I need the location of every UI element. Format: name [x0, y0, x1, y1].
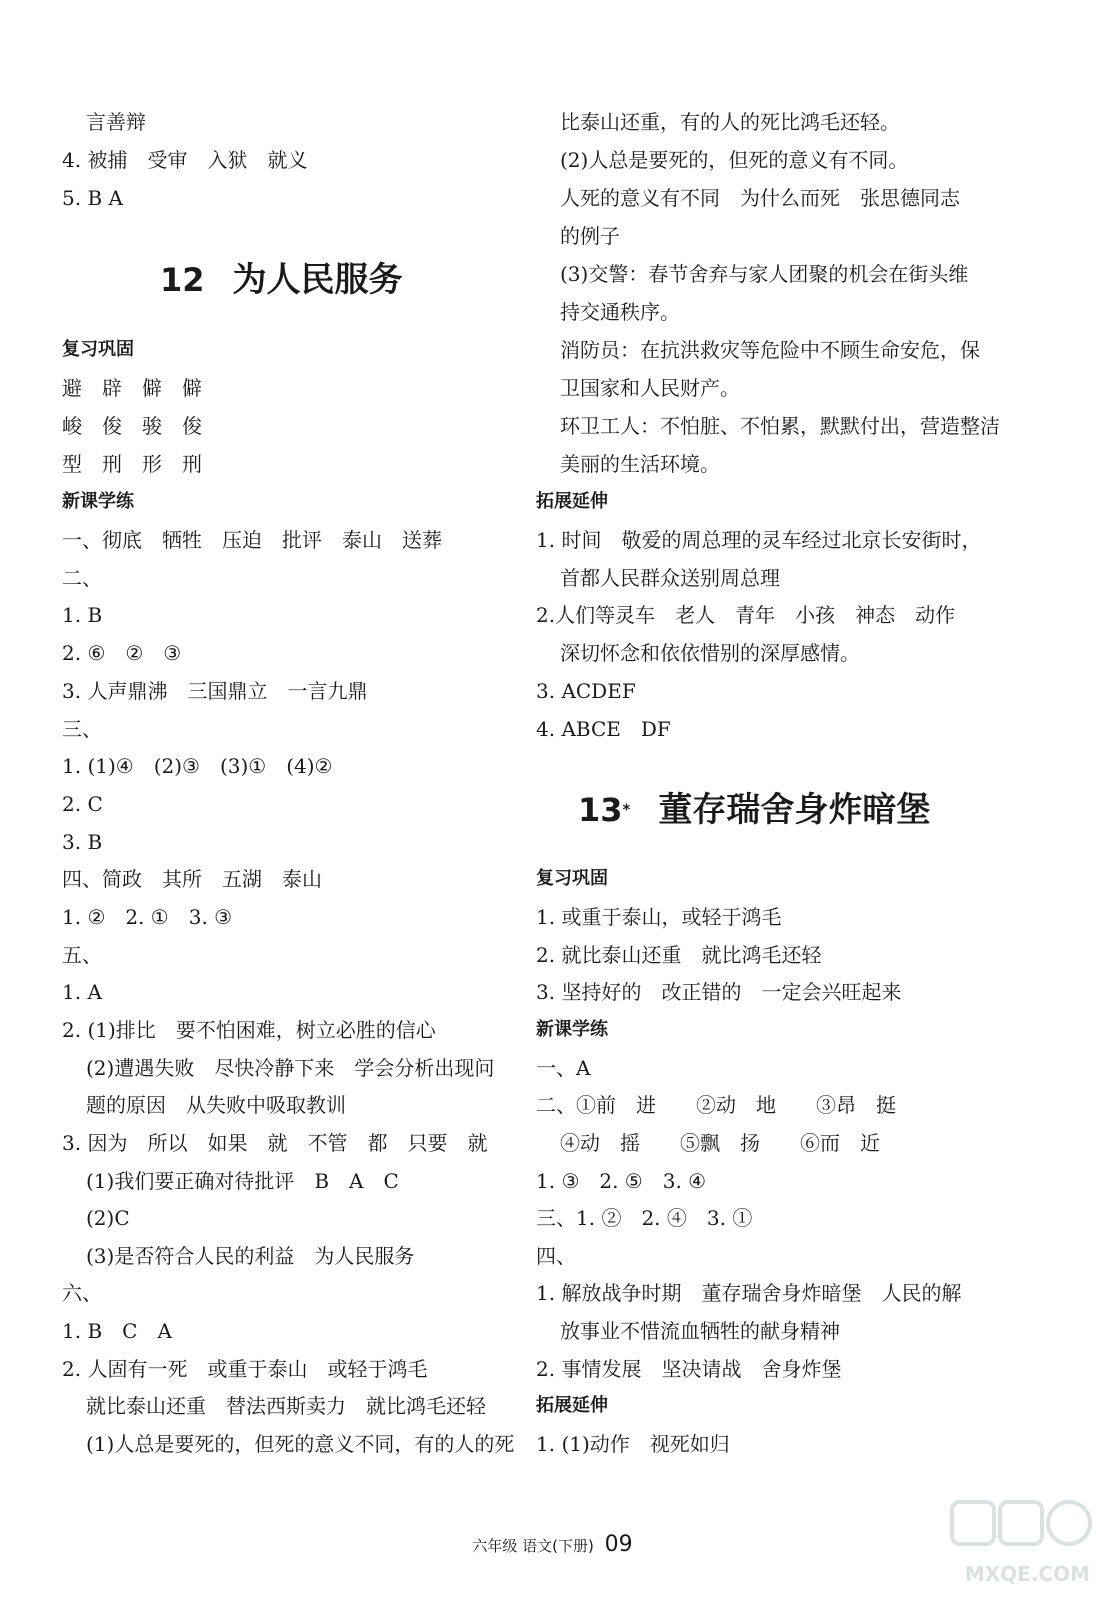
- answer-line: 放事业不惜流血牺牲的献身精神: [560, 1319, 840, 1343]
- answer-line: 2. C: [62, 792, 103, 816]
- answer-line: 1. (1)动作 视死如归: [536, 1432, 730, 1456]
- answer-line: 1. ② 2. ① 3. ③: [62, 905, 233, 929]
- answer-line: 1. ③ 2. ⑤ 3. ④: [536, 1169, 707, 1193]
- answer-line: 避 辟 僻 僻: [62, 376, 202, 400]
- answer-line: 一、彻底 牺牲 压迫 批评 泰山 送葬: [62, 528, 442, 552]
- section-heading: 新课学练: [62, 491, 134, 512]
- answer-line: 就比泰山还重 替法西斯卖力 就比鸿毛还轻: [86, 1394, 486, 1418]
- answer-line: 言善辩: [86, 110, 146, 134]
- answer-line: 2. ⑥ ② ③: [62, 641, 182, 665]
- answer-line: (2)C: [86, 1206, 130, 1230]
- answer-line: (1)我们要正确对待批评 B A C: [86, 1169, 399, 1193]
- answer-line: 3. B: [62, 830, 103, 854]
- answer-line: 3. ACDEF: [536, 679, 636, 703]
- section-heading: 复习巩固: [536, 868, 608, 889]
- answer-line: 1. 时间 敬爱的周总理的灵车经过北京长安街时，: [536, 528, 982, 552]
- answer-line: 三、1. ② 2. ④ 3. ①: [536, 1206, 753, 1230]
- answer-line: 2. (1)排比 要不怕困难，树立必胜的信心: [62, 1018, 436, 1042]
- lesson-title: 董存瑞舍身炸暗堡: [658, 790, 931, 830]
- lesson-12-heading: [160, 252, 403, 301]
- answer-line: 一、A: [536, 1056, 591, 1080]
- answer-line: 3. 坚持好的 改正错的 一定会兴旺起来: [536, 980, 902, 1004]
- answer-line: 四、: [536, 1244, 576, 1268]
- section-heading: 拓展延伸: [536, 1395, 608, 1416]
- answer-line: (1)人总是要死的，但死的意义不同，有的人的死: [86, 1432, 515, 1456]
- answer-line: (3)交警：春节舍弃与家人团聚的机会在街头维: [560, 262, 969, 286]
- answer-line: ④动 摇 ⑤飘 扬 ⑥而 近: [560, 1131, 880, 1155]
- answer-line: 1. 解放战争时期 董存瑞舍身炸暗堡 人民的解: [536, 1281, 962, 1305]
- footer-grade: 六年级: [472, 1537, 518, 1555]
- answer-line: 1. A: [62, 980, 102, 1004]
- section-heading: 复习巩固: [62, 339, 134, 360]
- answer-line: 3. 因为 所以 如果 就 不管 都 只要 就: [62, 1131, 488, 1155]
- section-heading: 新课学练: [536, 1019, 608, 1040]
- answer-line: 1. B: [62, 603, 103, 627]
- footer-subject: 语文(下册): [522, 1537, 594, 1555]
- answer-line: 二、: [62, 566, 102, 590]
- answer-line: 1. B C A: [62, 1319, 172, 1343]
- answer-line: 4. 被捕 受审 入狱 就义: [62, 148, 308, 172]
- lesson-number: 12: [160, 261, 205, 299]
- answer-line: 环卫工人：不怕脏、不怕累，默默付出，营造整洁: [560, 414, 1000, 438]
- answer-line: 3. 人声鼎沸 三国鼎立 一言九鼎: [62, 679, 368, 703]
- answer-line: 5. B A: [62, 186, 123, 210]
- answer-line: 六、: [62, 1281, 102, 1305]
- answer-line: 峻 俊 骏 俊: [62, 414, 202, 438]
- watermark-text: MXQE.COM: [964, 1562, 1090, 1586]
- answer-line: 题的原因 从失败中吸取教训: [86, 1093, 346, 1117]
- answer-line: 比泰山还重，有的人的死比鸿毛还轻。: [560, 110, 900, 134]
- answer-line: 型 刑 形 刑: [62, 452, 202, 476]
- answer-line: 二、①前 进 ②动 地 ③昂 挺: [536, 1093, 896, 1117]
- lesson-title: 为人民服务: [232, 260, 403, 300]
- answer-line: 三、: [62, 717, 102, 741]
- answer-line: 4. ABCE DF: [536, 717, 671, 741]
- page-number: 09: [604, 1532, 633, 1557]
- answer-line: 1. 或重于泰山，或轻于鸿毛: [536, 905, 782, 929]
- optional-lesson-mark: *: [622, 800, 631, 819]
- page-footer: [0, 1532, 1105, 1557]
- answer-line: 首都人民群众送别周总理: [560, 566, 780, 590]
- answer-line: 1. (1)④ (2)③ (3)① (4)②: [62, 754, 333, 778]
- answer-line: 消防员：在抗洪救灾等危险中不顾生命安危，保: [560, 338, 980, 362]
- answer-line: (2)遭遇失败 尽快冷静下来 学会分析出现问: [86, 1056, 495, 1080]
- lesson-number: 13: [578, 791, 623, 829]
- answer-line: 2. 人固有一死 或重于泰山 或轻于鸿毛: [62, 1357, 428, 1381]
- answer-line: 2. 事情发展 坚决请战 舍身炸堡: [536, 1357, 842, 1381]
- answer-line: 五、: [62, 943, 102, 967]
- answer-line: (3)是否符合人民的利益 为人民服务: [86, 1244, 415, 1268]
- answer-line: 人死的意义有不同 为什么而死 张思德同志: [560, 186, 960, 210]
- answer-line: 持交通秩序。: [560, 300, 680, 324]
- answer-line: 2.人们等灵车 老人 青年 小孩 神态 动作: [536, 603, 956, 627]
- section-heading: 拓展延伸: [536, 491, 608, 512]
- answer-stamp-icon: [946, 1496, 1096, 1566]
- lesson-13-heading: [578, 782, 930, 831]
- answer-line: 深切怀念和依依惜别的深厚感情。: [560, 641, 860, 665]
- answer-line: 的例子: [560, 224, 620, 248]
- answer-line: (2)人总是要死的，但死的意义有不同。: [560, 148, 909, 172]
- answer-line: 美丽的生活环境。: [560, 452, 720, 476]
- watermark-logo: [946, 1496, 1096, 1592]
- answer-line: 四、简政 其所 五湖 泰山: [62, 867, 322, 891]
- answer-line: 2. 就比泰山还重 就比鸿毛还轻: [536, 943, 822, 967]
- answer-line: 卫国家和人民财产。: [560, 376, 740, 400]
